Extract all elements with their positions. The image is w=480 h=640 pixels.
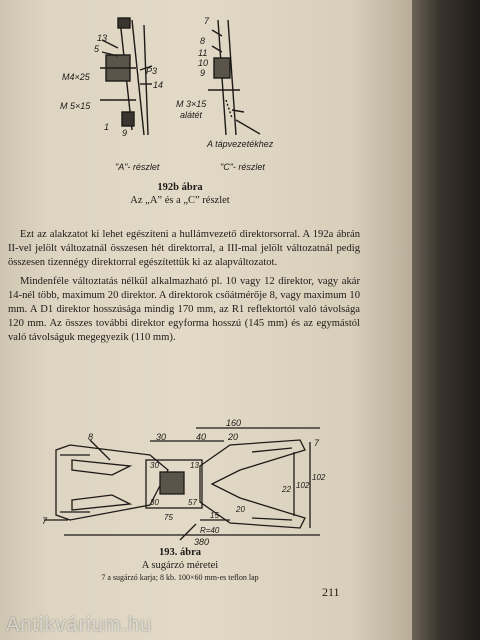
paragraph-1: Ezt az alakzatot ki lehet egészíteni a hullámvezető direktorsorral. A 192a ábrán II-vel jelölt változatnál összesen hét direktorral, a III-mal jelölt változatnál pedig összesen tizennégy direktorral egészítettük ki az alapváltozatot. xyxy=(8,229,360,268)
dim-102-inner: 102 xyxy=(296,481,310,490)
part-label-7-right: 7 xyxy=(314,438,320,448)
dim-380: 380 xyxy=(194,537,210,547)
detail-c-label: "C"- részlet xyxy=(220,162,265,172)
dim-20-bottom: 20 xyxy=(236,505,245,514)
figure-192-subtitle: Az „A” és a „C” részlet xyxy=(130,195,230,206)
page-number: 211 xyxy=(322,585,340,599)
label-14: 14 xyxy=(153,80,164,90)
label-9: 9 xyxy=(122,128,128,138)
label-13: 13 xyxy=(97,33,108,43)
figure-193-subtitle: A sugárzó méretei xyxy=(141,560,219,571)
figure-192-title: 192b ábra xyxy=(157,182,203,193)
dim-30-mid: 30 xyxy=(150,461,159,470)
figure-193-title: 193. ábra xyxy=(159,547,201,558)
dim-15: 15 xyxy=(210,511,219,520)
figure-193-note: 7 a sugárzó karja; 8 kb. 100×60 mm-es teflon lap xyxy=(101,573,259,582)
book-spine xyxy=(412,0,480,640)
dim-r40: R=40 xyxy=(200,526,220,535)
dim-57: 57 xyxy=(188,498,197,507)
label-m5x15: M 5×15 xyxy=(60,101,91,111)
paragraph-2: Mindenféle változtatás nélkül alkalmazható pl. 10 vagy 12 direktor, vagy akár 14-nél több, maximum 20 direktor. A direktorok csőátmérője 8, vagy maximum 10 mm. A D1 direktor hosszúsága mindig 170 mm, az R1 reflektortól való távolsága 120 mm. Az összes további direktor egyforma hosszú (145 mm) és az egymástól való távolságuk megegyezik (110 mm). xyxy=(8,276,360,343)
label-tapvezetek: A tápvezetékhez xyxy=(207,139,274,149)
dim-13: 13 xyxy=(190,461,199,470)
label-7: 7 xyxy=(204,16,210,26)
part-label-7-left: 7 xyxy=(42,516,48,526)
dim-30-bottom: 30 xyxy=(150,498,159,507)
label-alatet: alátét xyxy=(180,110,203,120)
label-m3x15: M 3×15 xyxy=(176,99,207,109)
label-5: 5 xyxy=(94,44,100,54)
dim-160: 160 xyxy=(226,418,242,428)
part-label-8: 8 xyxy=(88,432,94,442)
detail-a-label: "A"- részlet xyxy=(115,162,160,172)
label-8: 8 xyxy=(200,36,206,46)
watermark: Antikvárium.hu xyxy=(6,614,153,636)
dim-102-outer: 102 xyxy=(312,473,326,482)
label-9-right: 9 xyxy=(200,68,206,78)
dim-40: 40 xyxy=(196,432,207,442)
dim-75: 75 xyxy=(164,513,173,522)
dim-22: 22 xyxy=(282,485,291,494)
label-11: 11 xyxy=(198,48,208,58)
label-m4x25: M4×25 xyxy=(62,72,90,82)
dim-30-top: 30 xyxy=(156,432,167,442)
dim-20-top: 20 xyxy=(228,432,239,442)
label-p3: P3 xyxy=(146,66,158,76)
label-10: 10 xyxy=(198,58,209,68)
label-1: 1 xyxy=(104,122,110,132)
